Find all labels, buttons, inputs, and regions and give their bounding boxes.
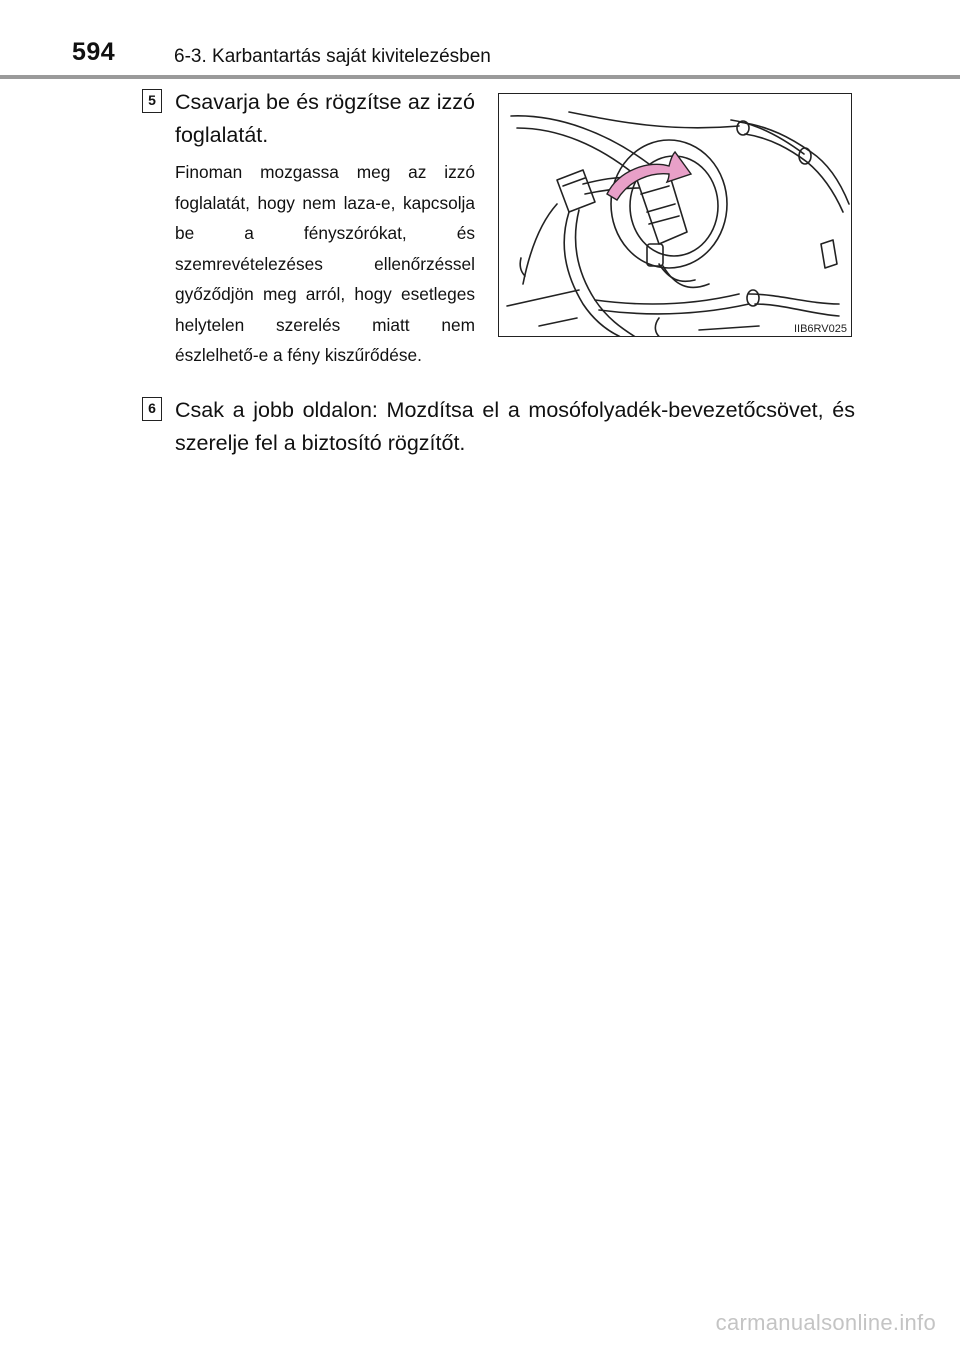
watermark: carmanualsonline.info (715, 1310, 936, 1335)
section-title: 6-3. Karbantartás saját kivitelezésben (174, 46, 491, 67)
figure-code: IIB6RV025 (793, 323, 847, 335)
page-number: 594 (72, 38, 116, 66)
step-6-title: Csak a jobb oldalon: Mozdítsa el a mosófolyadék-bevezetőcsövet, és szerelje fel a biztosító rögzítőt. (175, 398, 855, 455)
step-5-badge: 5 (142, 89, 162, 113)
page-header (0, 0, 960, 78)
step-5-title: Csavarja be és rögzítse az izzó foglalatát. (175, 90, 475, 147)
headlight-bulb-socket-illustration (498, 93, 852, 337)
bulb-socket-drawing (499, 94, 852, 337)
header-divider (0, 75, 960, 79)
step-5-note: Finoman mozgassa meg az izzó foglalatát, hogy nem laza-e, kapcsolja be a fényszórókat, és szemrevételezéses ellenőrzéssel győződjön meg arról, hogy esetleges helytelen szerelés miatt nem észlelhető-e a fény kiszűrődése. (175, 162, 475, 365)
rotation-arrow-icon (607, 152, 691, 200)
step-6-badge: 6 (142, 397, 162, 421)
